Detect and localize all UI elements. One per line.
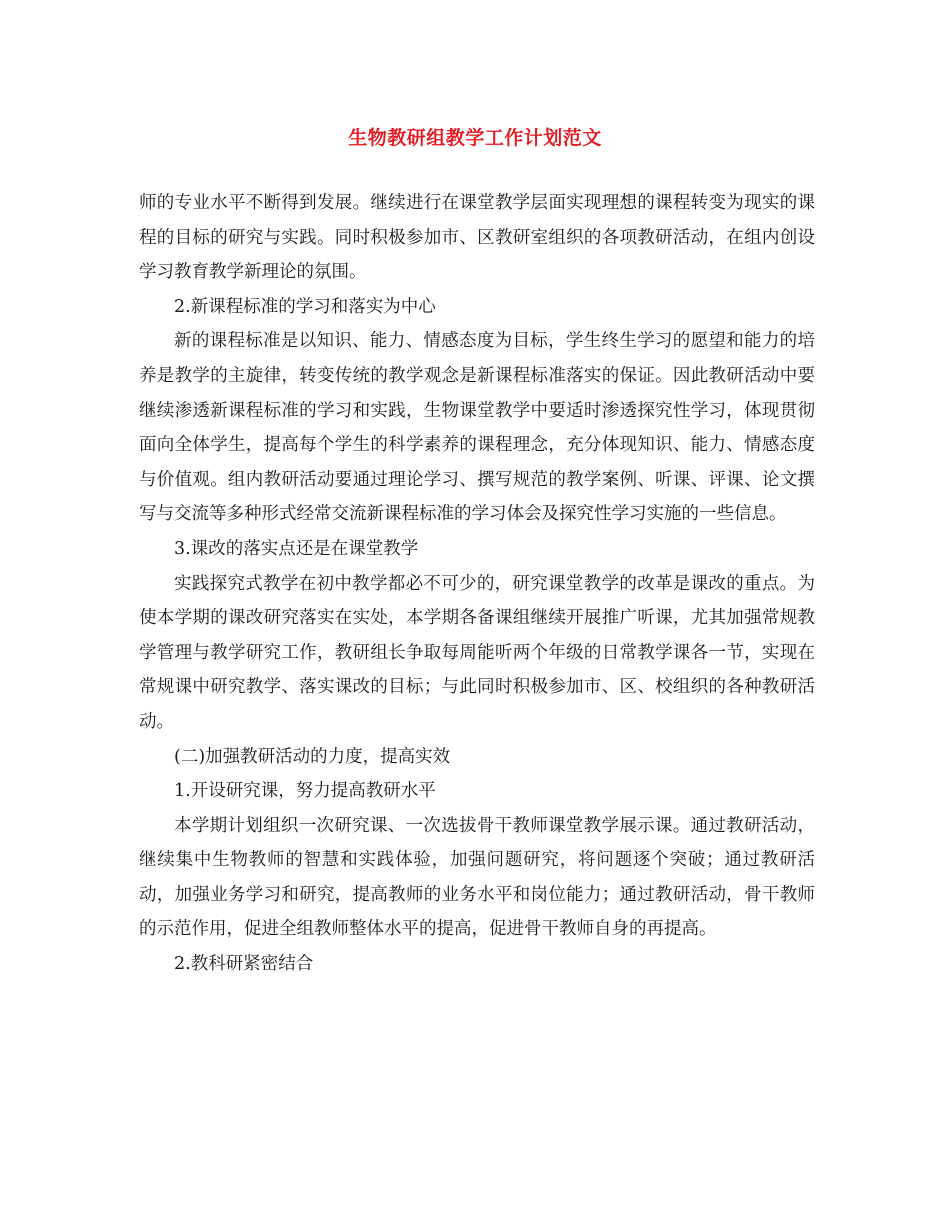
paragraph: 师的专业水平不断得到发展。继续进行在课堂教学层面实现理想的课程转变为现实的课程的目标的研究与实践。同时积极参加市、区教研室组织的各项教研活动，在组内创设学习教育教学新理论的氛围。: [139, 193, 815, 283]
section-heading: 2.新课程标准的学习和落实为中心: [174, 296, 436, 317]
paragraph: 新的课程标准是以知识、能力、情感态度为目标，学生终生学习的愿望和能力的培养是教学的主旋律，转变传统的教学观念是新课程标准落实的保证。因此教研活动中要继续渗透新课程标准的学习和实践，生物课堂教学中要适时渗透探究性学习，体现贯彻面向全体学生，提高每个学生的科学素养的课程理念，充分体现知识、能力、情感态度与价值观。组内教研活动要通过理论学习、撰写规范的教学案例、听课、评课、论文撰写与交流等多种形式经常交流新课程标准的学习体会及探究性学习实施的一些信息。: [139, 331, 815, 525]
document-title: 生物教研组教学工作计划范文: [348, 127, 602, 149]
section-heading: 1.开设研究课，努力提高教研水平: [174, 781, 436, 802]
paragraph: 实践探究式教学在初中教学都必不可少的，研究课堂教学的改革是课改的重点。为使本学期的课改研究落实在实处，本学期各备课组继续开展推广听课，尤其加强常规教学管理与教学研究工作，教研组长争取每周能听两个年级的日常教学课各一节，实现在常规课中研究教学、落实课改的目标；与此同时积极参加市、区、校组织的各种教研活动。: [139, 573, 815, 732]
section-heading: 2.教科研紧密结合: [174, 954, 314, 975]
document-body: [139, 186, 815, 982]
section-heading: (二)加强教研活动的力度，提高实效: [174, 746, 451, 767]
section-heading: 3.课改的落实点还是在课堂教学: [174, 538, 419, 559]
paragraph: 本学期计划组织一次研究课、一次选拔骨干教师课堂教学展示课。通过教研活动，继续集中生物教师的智慧和实践体验，加强问题研究，将问题逐个突破；通过教研活动，加强业务学习和研究，提高教师的业务水平和岗位能力；通过教研活动，骨干教师的示范作用，促进全组教师整体水平的提高，促进骨干教师自身的再提高。: [139, 815, 815, 940]
